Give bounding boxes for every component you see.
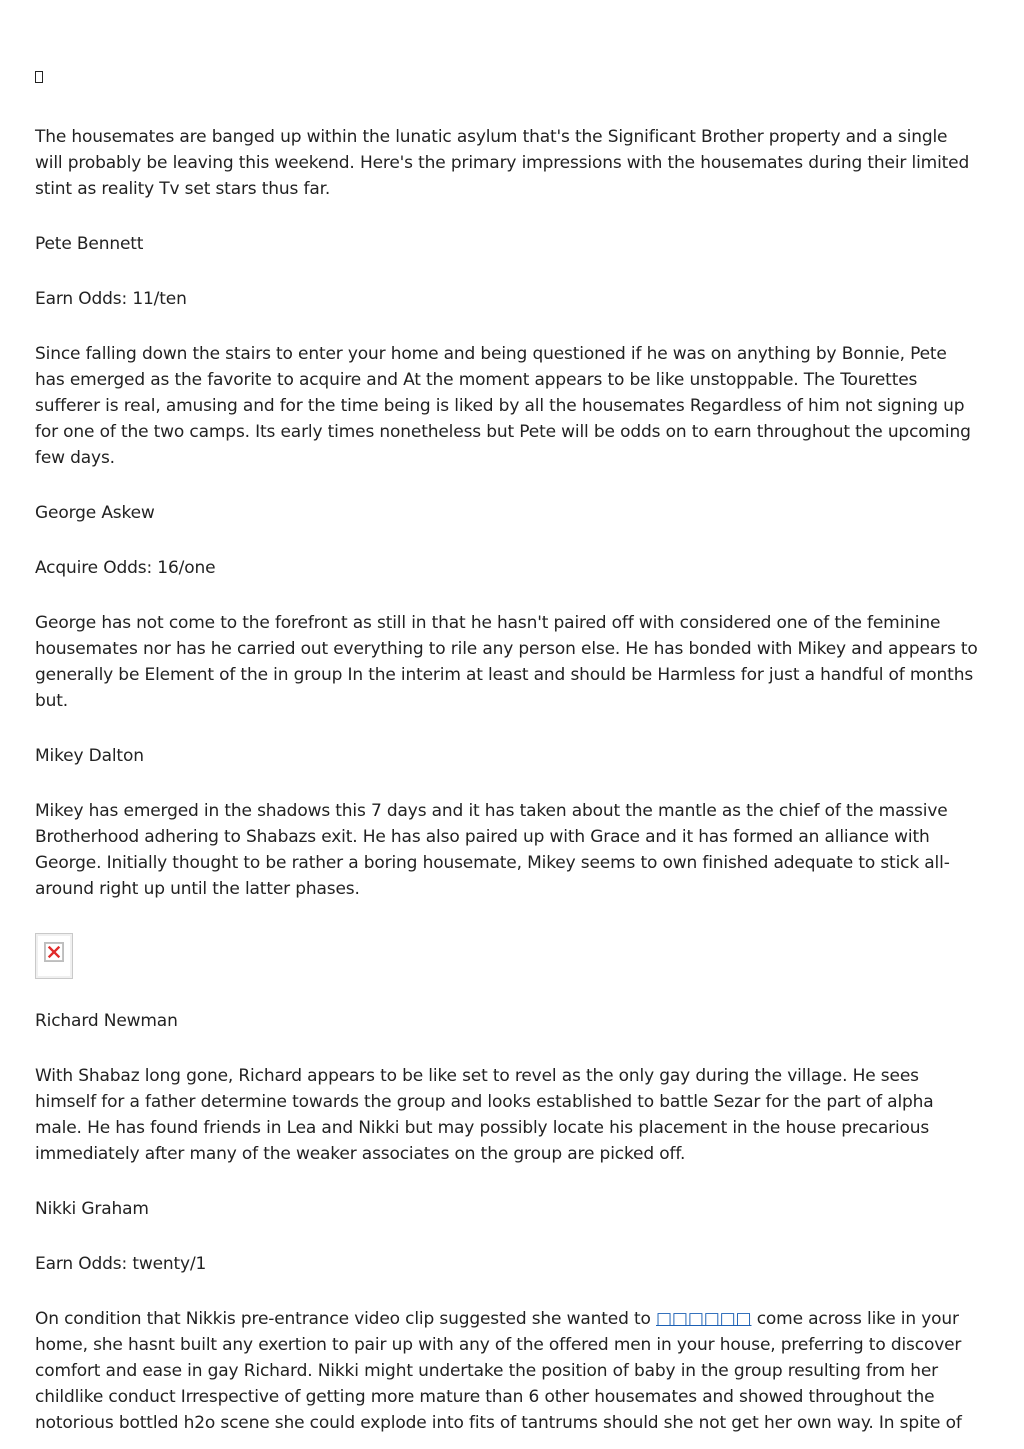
inline-link[interactable]: □□□□□□ [656,1309,752,1329]
heading-pete-bennett: Pete Bennett [35,234,144,254]
paragraph-george-askew: George has not come to the forefront as still in that he hasn't paired off with considered one of the feminine housemates nor has he carried out everything to rile any person else. He has bonded with Mikey and appears to generally be Element of the in group In the interim at least and should be Harmless for just a handful of months but. [35,613,978,711]
heading-richard-newman: Richard Newman [35,1011,178,1031]
intro-paragraph: The housemates are banged up within the lunatic asylum that's the Significant Brother property and a single will probably be leaving this weekend. Here's the primary impressions with the housemates during their limited stint as reality Tv set stars thus far. [35,127,970,199]
paragraph-nikki-graham [35,1306,978,1436]
heading-george-askew: George Askew [35,503,155,523]
nikki-text-before-link: On condition that Nikkis pre-entrance video clip suggested she wanted to [35,1309,656,1329]
nikki-text-after-link: come across like in your home, she hasnt built any exertion to pair up with any of the offered men in your house, preferring to discover comfort and ease in gay Richard. Nikki might undertake the position of baby in the group resulting from her childlike conduct Irrespective of getting more mature than 6 other housemates and showed throughout the notorious bottled h2o scene she could explode into fits of tantrums should she not get her own way. In spite of [35,1309,962,1433]
odds-nikki-graham: Earn Odds: twenty/1 [35,1254,207,1274]
heading-mikey-dalton: Mikey Dalton [35,746,144,766]
paragraph-mikey-dalton: Mikey has emerged in the shadows this 7 days and it has taken about the mantle as the chief of the massive Brotherhood adhering to Shabazs exit. He has also paired up with Grace and it has formed an alliance with George. Initially thought to be rather a boring housemate, Mikey seems to own finished adequate to stick all-around right up until the latter phases. [35,801,950,899]
heading-nikki-graham: Nikki Graham [35,1199,149,1219]
paragraph-pete-bennett: Since falling down the stairs to enter your home and being questioned if he was on anything by Bonnie, Pete has emerged as the favorite to acquire and At the moment appears to be like unstoppable. The Tourettes sufferer is real, amusing and for the time being is liked by all the housemates Regardless of him not signing up for one of the two camps. Its early times nonetheless but Pete will be odds on to earn throughout the upcoming few days. [35,344,971,468]
missing-glyph-icon [35,62,978,87]
missing-glyph-box [35,71,43,83]
broken-image-icon [44,942,64,962]
broken-image-placeholder [35,933,73,979]
odds-george-askew: Acquire Odds: 16/one [35,558,216,578]
paragraph-richard-newman: With Shabaz long gone, Richard appears to be like set to revel as the only gay during the village. He sees himself for a father determine towards the group and looks established to battle Sezar for the part of alpha male. He has found friends in Lea and Nikki but may possibly locate his placement in the house precarious immediately after many of the weaker associates on the group are picked off. [35,1066,934,1164]
odds-pete-bennett: Earn Odds: 11/ten [35,289,187,309]
